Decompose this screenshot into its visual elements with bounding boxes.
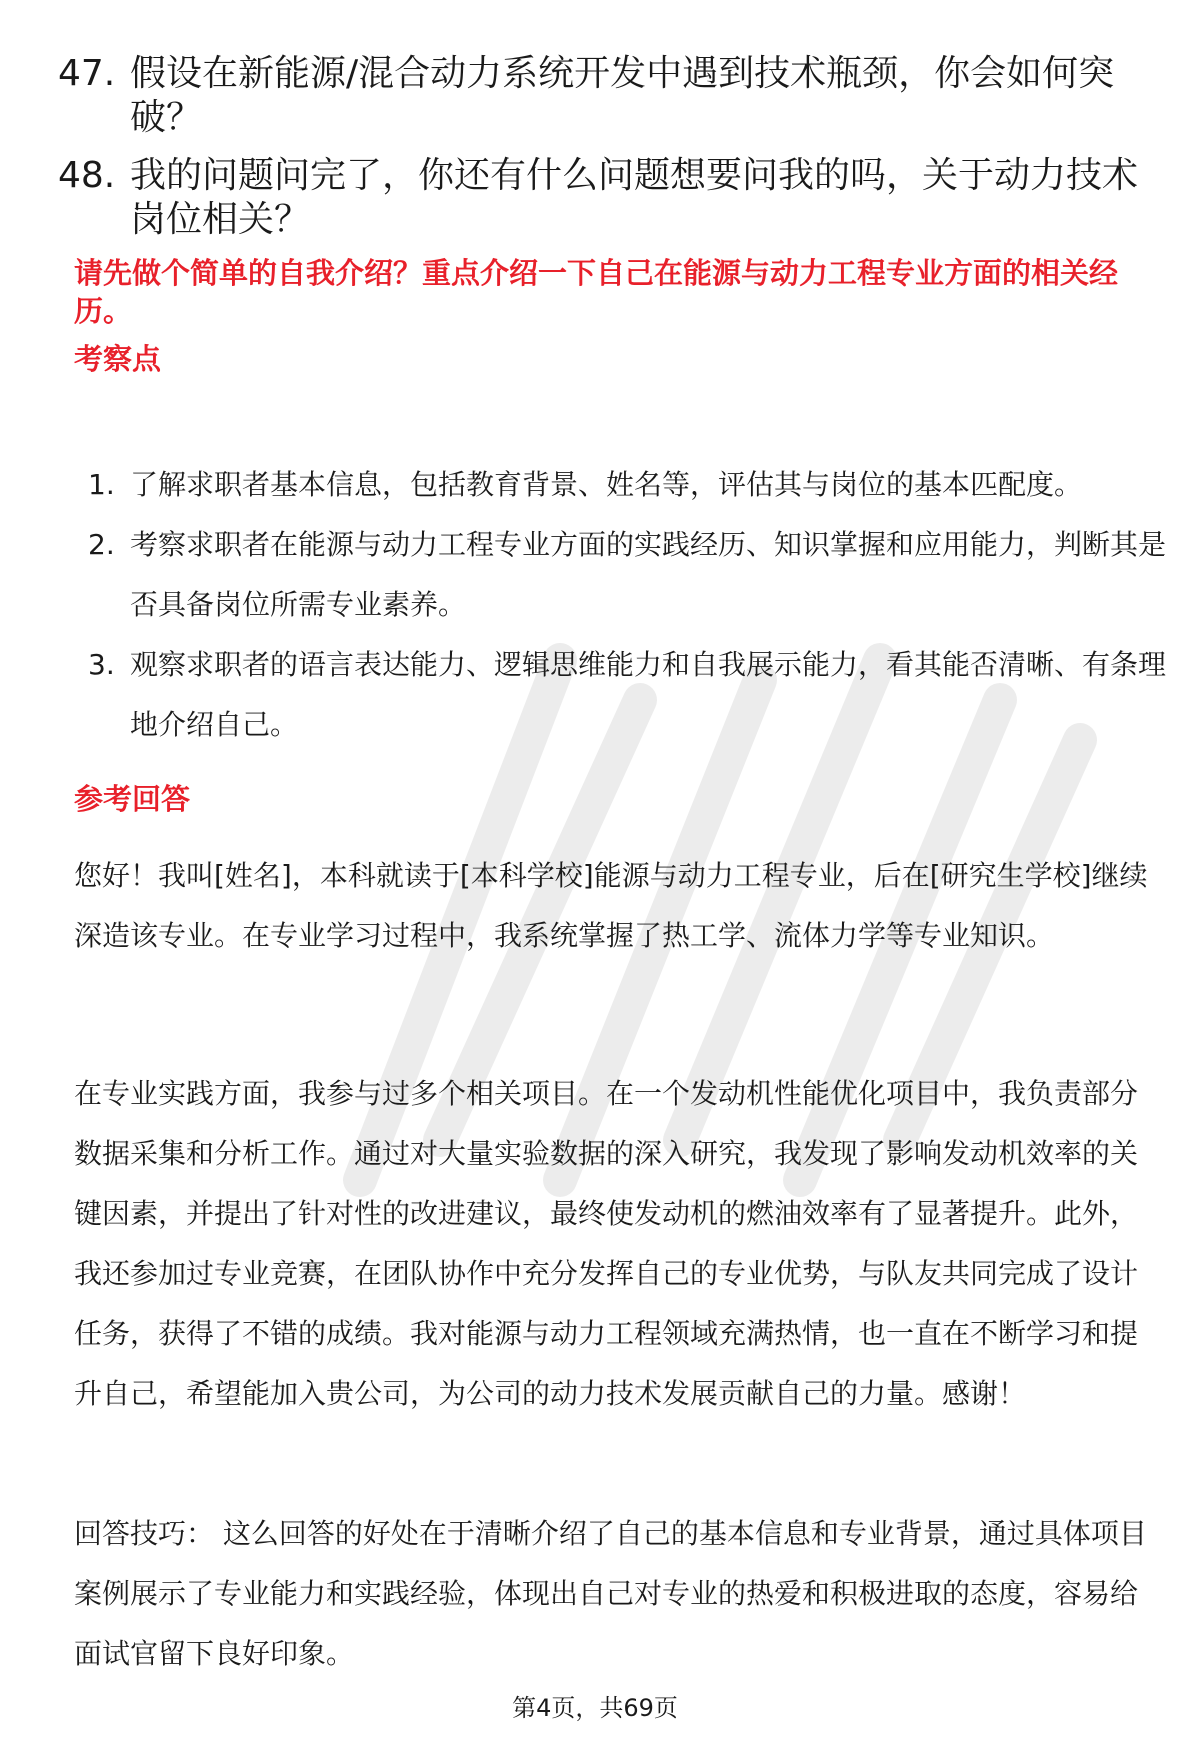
point-number: 1. xyxy=(88,468,115,501)
page-number: 第4页，共69页 xyxy=(512,1694,678,1722)
list-item xyxy=(58,154,1158,242)
answer-tips-paragraph: 回答技巧： 这么回答的好处在于清晰介绍了自己的基本信息和专业背景，通过具体项目案例展示了专业能力和实践经验，体现出自己对专业的热爱和积极进取的态度，容易给面试官留下良好印象。 xyxy=(74,1517,1147,1670)
question-number: 47. xyxy=(58,53,116,94)
list-item xyxy=(88,515,1168,635)
focus-heading: 考察点 xyxy=(74,342,162,376)
point-text: 考察求职者在能源与动力工程专业方面的实践经历、知识掌握和应用能力，判断其是否具备岗位所需专业素养。 xyxy=(130,528,1167,621)
answer-heading: 参考回答 xyxy=(74,782,191,816)
question-number: 48. xyxy=(58,155,116,196)
list-item xyxy=(88,455,1168,515)
question-text: 假设在新能源/混合动力系统开发中遇到技术瓶颈，你会如何突破？ xyxy=(130,53,1115,138)
focus-points-list xyxy=(88,455,1168,755)
list-item xyxy=(88,635,1168,755)
list-item xyxy=(58,52,1158,140)
point-number: 3. xyxy=(88,648,115,681)
question-list xyxy=(58,52,1158,256)
answer-paragraph-1: 您好！我叫[姓名]，本科就读于[本科学校]能源与动力工程专业，后在[研究生学校]继续深造该专业。在专业学习过程中，我系统掌握了热工学、流体力学等专业知识。 xyxy=(74,859,1148,952)
point-text: 了解求职者基本信息，包括教育背景、姓名等，评估其与岗位的基本匹配度。 xyxy=(130,468,1083,501)
point-number: 2. xyxy=(88,528,115,561)
question-text: 我的问题问完了，你还有什么问题想要问我的吗，关于动力技术岗位相关？ xyxy=(130,155,1139,240)
answer-paragraph-2: 在专业实践方面，我参与过多个相关项目。在一个发动机性能优化项目中，我负责部分数据采集和分析工作。通过对大量实验数据的深入研究，我发现了影响发动机效率的关键因素，并提出了针对性的改进建议，最终使发动机的燃油效率有了显著提升。此外，我还参加过专业竞赛，在团队协作中充分发挥自己的专业优势，与队友共同完成了设计任务，获得了不错的成绩。我对能源与动力工程领域充满热情，也一直在不断学习和提升自己，希望能加入贵公司，为公司的动力技术发展贡献自己的力量。感谢！ xyxy=(74,1077,1139,1410)
point-text: 观察求职者的语言表达能力、逻辑思维能力和自我展示能力，看其能否清晰、有条理地介绍自己。 xyxy=(130,648,1167,741)
section-question-heading: 请先做个简单的自我介绍？重点介绍一下自己在能源与动力工程专业方面的相关经历。 xyxy=(74,256,1119,328)
